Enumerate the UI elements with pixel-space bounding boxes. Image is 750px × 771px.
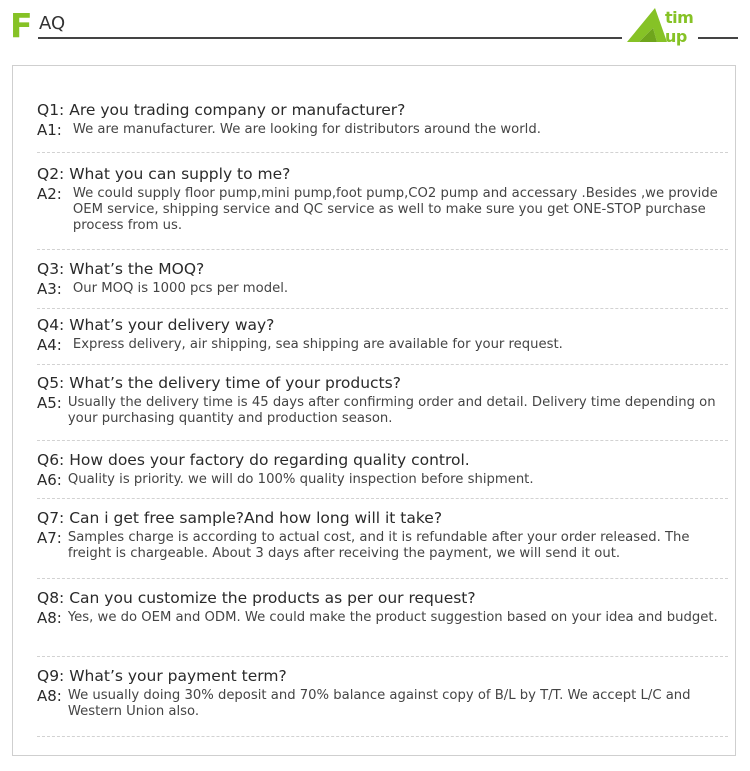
answer-text: Express delivery, air shipping, sea shipping are available for your request. — [72, 337, 563, 352]
title-rule — [38, 37, 622, 39]
answer-text: Usually the delivery time is 45 days after confirming order and detail. Delivery time depending on your purchasing quantity and production season. — [67, 395, 716, 426]
question-text: How does your factory do regarding quality control. — [69, 451, 470, 469]
question-text: Can you customize the products as per our request? — [69, 589, 476, 607]
faq-question — [37, 164, 728, 184]
faq-answer — [37, 395, 728, 427]
question-label: Q2: — [37, 165, 65, 183]
question-label: Q6: — [37, 451, 65, 469]
faq-item — [37, 373, 728, 427]
faq-item — [37, 315, 728, 353]
answer-text: We usually doing 30% deposit and 70% balance against copy of B/L by T/T. We accept L/C and Western Union also. — [67, 688, 691, 719]
faq-question — [37, 259, 728, 279]
answer-label: A5: — [37, 394, 62, 412]
logo-text-top: tim — [665, 8, 694, 27]
answer-label: A6: — [37, 471, 62, 489]
faq-answer — [37, 186, 728, 234]
faq-item — [37, 450, 728, 488]
faq-answer — [37, 610, 728, 626]
page-title: AQ — [39, 13, 66, 34]
question-label: Q1: — [37, 101, 65, 119]
divider — [37, 578, 728, 579]
divider — [37, 440, 728, 441]
answer-label: A3: — [37, 280, 62, 298]
answer-label: A1: — [37, 121, 62, 139]
faq-item — [37, 666, 728, 720]
answer-text: Yes, we do OEM and ODM. We could make the product suggestion based on your idea and budget. — [67, 610, 718, 625]
question-text: What’s your delivery way? — [69, 316, 275, 334]
question-label: Q7: — [37, 509, 65, 527]
divider — [37, 498, 728, 499]
faq-answer — [37, 337, 728, 353]
divider — [37, 308, 728, 309]
faq-question — [37, 508, 728, 528]
faq-question — [37, 666, 728, 686]
divider — [37, 152, 728, 153]
title-rule-right — [698, 37, 738, 39]
faq-item — [37, 588, 728, 626]
faq-item — [37, 508, 728, 562]
question-label: Q8: — [37, 589, 65, 607]
header — [0, 0, 750, 60]
faq-question — [37, 588, 728, 608]
answer-text: We could supply floor pump,mini pump,foot pump,CO2 pump and accessary .Besides ,we provide OEM service, shipping service and QC service as well to make sure you get ONE-STOP purchase process from us. — [72, 186, 718, 233]
question-text: What’s your payment term? — [69, 667, 287, 685]
answer-label: A7: — [37, 529, 62, 547]
answer-text: Our MOQ is 1000 pcs per model. — [72, 281, 289, 296]
faq-question — [37, 100, 728, 120]
question-label: Q9: — [37, 667, 65, 685]
logo-text-bottom: up — [665, 27, 687, 46]
question-text: Are you trading company or manufacturer? — [69, 101, 406, 119]
answer-label: A4: — [37, 336, 62, 354]
faq-item — [37, 164, 728, 234]
divider — [37, 364, 728, 365]
question-text: What’s the MOQ? — [69, 260, 205, 278]
faq-answer — [37, 122, 728, 138]
question-text: Can i get free sample?And how long will it take? — [69, 509, 443, 527]
brand-logo — [627, 6, 697, 54]
question-label: Q4: — [37, 316, 65, 334]
question-text: What you can supply to me? — [69, 165, 291, 183]
question-label: Q5: — [37, 374, 65, 392]
faq-question — [37, 450, 728, 470]
answer-text: Samples charge is according to actual cost, and it is refundable after your order released. The freight is chargeable. About 3 days after receiving the payment, we will send it out. — [67, 530, 690, 561]
faq-question — [37, 373, 728, 393]
divider — [37, 736, 728, 737]
answer-text: We are manufacturer. We are looking for distributors around the world. — [72, 122, 541, 137]
answer-label: A8: — [37, 687, 62, 705]
faq-answer — [37, 472, 728, 488]
faq-item — [37, 100, 728, 138]
title-initial: F — [10, 6, 33, 45]
faq-item — [37, 259, 728, 297]
faq-answer — [37, 281, 728, 297]
faq-answer — [37, 688, 728, 720]
answer-label: A2: — [37, 185, 62, 203]
answer-label: A8: — [37, 609, 62, 627]
question-text: What’s the delivery time of your products? — [69, 374, 401, 392]
question-label: Q3: — [37, 260, 65, 278]
faq-question — [37, 315, 728, 335]
faq-answer — [37, 530, 728, 562]
answer-text: Quality is priority. we will do 100% quality inspection before shipment. — [67, 472, 534, 487]
divider — [37, 249, 728, 250]
divider — [37, 656, 728, 657]
